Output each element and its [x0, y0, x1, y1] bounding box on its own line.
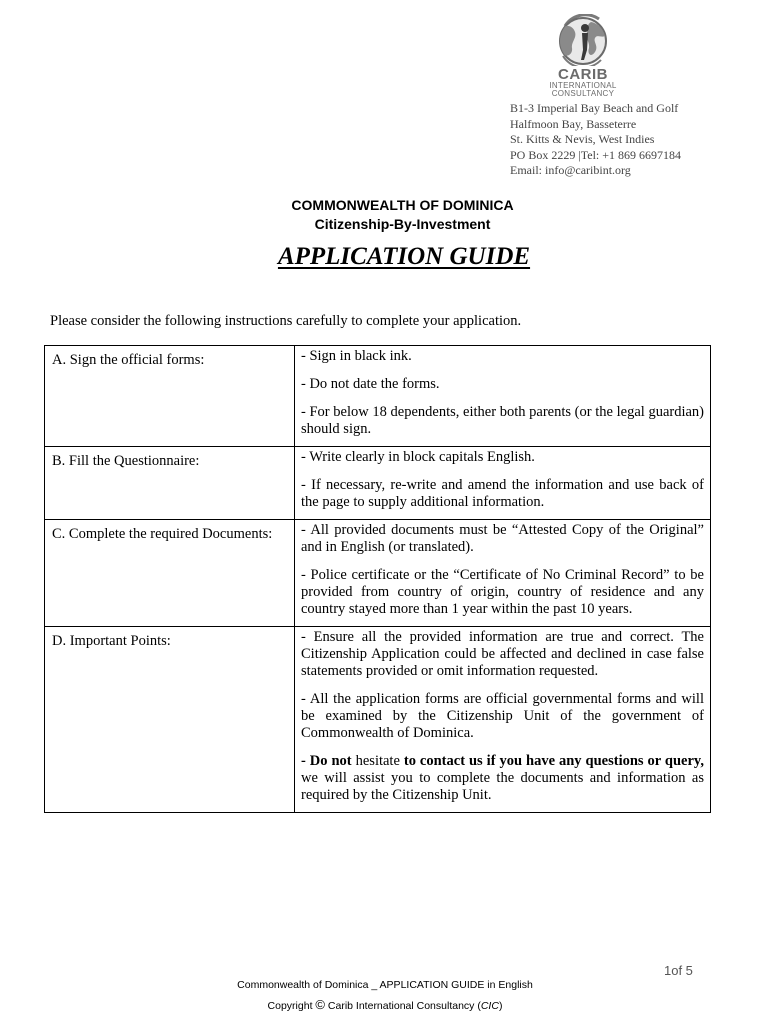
address-line: Halfmoon Bay, Basseterre	[510, 116, 637, 131]
copyright-abbreviation: CIC	[480, 1000, 499, 1012]
instruction-item: - Police certificate or the “Certificate of No Criminal Record” to be provided from country of origin, country of residence and any country stayed more than 1 year within the past 10 years.	[301, 567, 704, 617]
contact-instruction	[301, 753, 704, 804]
section-label: B. Fill the Questionnaire:	[45, 447, 295, 520]
section-label: A. Sign the official forms:	[45, 346, 295, 447]
emphasis-text: - Do not	[301, 753, 352, 769]
program-heading: Citizenship-By-Investment	[314, 216, 491, 232]
address-email: Email: info@caribint.org	[510, 163, 631, 177]
page-number: 1of 5	[664, 963, 693, 978]
section-content	[295, 346, 711, 447]
instruction-item: - All the application forms are official governmental forms and will be examined by the Citizenship Unit of the government of Commonwealth of Dominica.	[301, 691, 704, 741]
plain-text: hesitate	[351, 753, 404, 769]
logo-subtitle-line2: CONSULTANCY	[551, 89, 615, 98]
copyright-close: )	[498, 1000, 503, 1012]
instruction-item: - All provided documents must be “Attested Copy of the Original” and in English (or translated).	[301, 522, 704, 555]
company-address	[510, 101, 681, 179]
instruction-item: - If necessary, re-write and amend the information and use back of the page to supply additional information.	[301, 477, 704, 510]
footer-title: Commonwealth of Dominica _ APPLICATION GUIDE in English	[237, 979, 533, 991]
document-title: APPLICATION GUIDE	[277, 243, 531, 270]
address-line: PO Box 2229 |Tel: +1 869 6697184	[510, 147, 681, 162]
copyright-symbol: ©	[315, 997, 325, 1012]
section-content	[295, 447, 711, 520]
section-label: C. Complete the required Documents:	[45, 520, 295, 627]
table-row	[45, 520, 711, 627]
instruction-item: - Write clearly in block capitals English.	[301, 449, 535, 465]
table-row	[45, 627, 711, 813]
globe-figure-icon	[555, 14, 611, 66]
copyright-name: Carib International Consultancy (	[325, 1000, 481, 1012]
instructions-table	[44, 345, 711, 813]
country-heading: COMMONWEALTH OF DOMINICA	[291, 197, 514, 213]
emphasis-text: to contact us if you have any questions or query,	[403, 753, 704, 769]
copyright-prefix: Copyright	[267, 1000, 316, 1012]
table-row	[45, 447, 711, 520]
company-logo	[508, 14, 658, 106]
section-content	[295, 520, 711, 627]
plain-text: we will assist you to complete the documents and information as required by the Citizenship Unit.	[301, 770, 704, 803]
section-label: D. Important Points:	[45, 627, 295, 813]
logo-subtitle-line1: INTERNATIONAL	[549, 81, 617, 90]
instruction-item: - Sign in black ink.	[301, 348, 412, 364]
instruction-item: - Do not date the forms.	[301, 376, 440, 392]
instruction-item: - For below 18 dependents, either both parents (or the legal guardian) should sign.	[301, 404, 704, 437]
logo-name: CARIB	[558, 66, 608, 83]
address-line: St. Kitts & Nevis, West Indies	[510, 132, 655, 146]
instruction-item: - Ensure all the provided information are true and correct. The Citizenship Application could be affected and declined in case false statements provided or omit information requested.	[301, 629, 704, 679]
section-content	[295, 627, 711, 813]
intro-text: Please consider the following instructions carefully to complete your application.	[50, 313, 522, 329]
footer-copyright	[0, 997, 770, 1012]
address-line: B1-3 Imperial Bay Beach and Golf	[510, 101, 679, 115]
table-row	[45, 346, 711, 447]
